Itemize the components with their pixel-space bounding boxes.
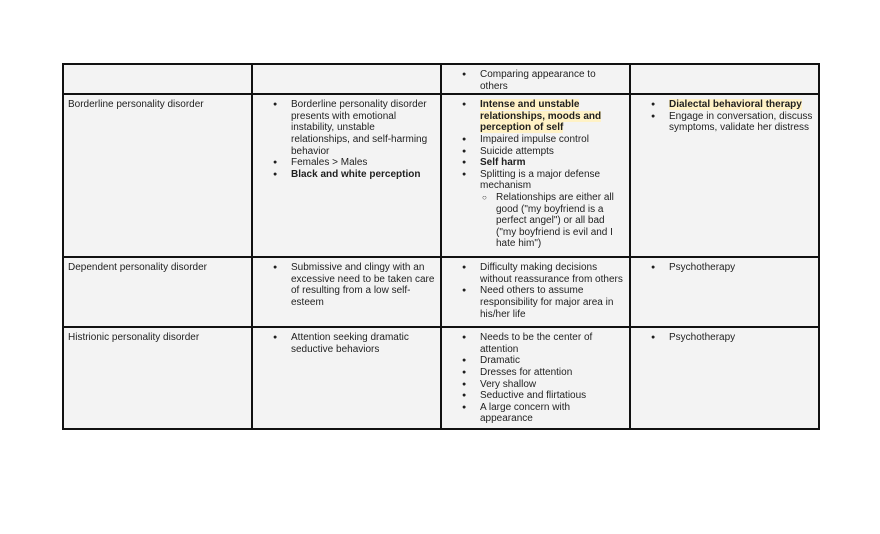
- cell-description: [252, 94, 441, 257]
- list-item: [480, 169, 625, 250]
- list-item: ● Difficulty making decisions without reassurance from others: [480, 262, 625, 285]
- cell-symptoms: [441, 327, 630, 429]
- table-row: [63, 257, 819, 327]
- list-item: ● Borderline personality disorder presents with emotional instability, unstable relationships, and self-harming behavior: [291, 99, 436, 157]
- personality-disorders-table: [62, 63, 820, 430]
- list-item: ● Black and white perception: [291, 169, 436, 181]
- cell-description: [252, 257, 441, 327]
- list-item: ● Dramatic: [480, 355, 625, 367]
- list-item: ● Engage in conversation, discuss symptoms, validate her distress: [669, 111, 814, 134]
- disorder-name: Dependent personality disorder: [63, 257, 252, 327]
- table-row: [63, 64, 819, 94]
- sub-list-item: ○ Relationships are either all good ("my boyfriend is a perfect angel") or all bad ("my boyfriend is evil and I hate him"): [496, 192, 625, 250]
- list-item: ● Dresses for attention: [480, 367, 625, 379]
- cell-empty: [63, 64, 252, 94]
- list-item: ● Seductive and flirtatious: [480, 390, 625, 402]
- list-item: ● Attention seeking dramatic seductive behaviors: [291, 332, 436, 355]
- cell-empty: [630, 64, 819, 94]
- list-item: ● Females > Males: [291, 157, 436, 169]
- list-item: [669, 99, 814, 111]
- list-item: ● Suicide attempts: [480, 146, 625, 158]
- cell-symptoms: [441, 64, 630, 94]
- table-row: [63, 94, 819, 257]
- highlighted-text: Dialectal behavioral therapy: [669, 99, 802, 111]
- list-item: ● Self harm: [480, 157, 625, 169]
- list-item: ● Needs to be the center of attention: [480, 332, 625, 355]
- list-item: ● Comparing appearance to others: [480, 69, 625, 92]
- disorder-name: Borderline personality disorder: [63, 94, 252, 257]
- cell-treatment: [630, 94, 819, 257]
- list-item: ● Need others to assume responsibility for major area in his/her life: [480, 285, 625, 320]
- cell-description: [252, 327, 441, 429]
- list-item-text: Splitting is a major defense mechanism: [480, 168, 601, 192]
- cell-treatment: [630, 327, 819, 429]
- list-item: [480, 99, 625, 134]
- list-item: ● Psychotherapy: [669, 332, 814, 344]
- disorder-name: Histrionic personality disorder: [63, 327, 252, 429]
- list-item: ● Very shallow: [480, 379, 625, 391]
- table-row: [63, 327, 819, 429]
- cell-treatment: [630, 257, 819, 327]
- list-item: ● Impaired impulse control: [480, 134, 625, 146]
- cell-symptoms: [441, 257, 630, 327]
- list-item: ● Psychotherapy: [669, 262, 814, 274]
- cell-empty: [252, 64, 441, 94]
- list-item: ● Submissive and clingy with an excessive need to be taken care of resulting from a low self-esteem: [291, 262, 436, 308]
- cell-symptoms: [441, 94, 630, 257]
- list-item: ● A large concern with appearance: [480, 402, 625, 425]
- highlighted-text: Intense and unstable relationships, moods and perception of self: [480, 99, 602, 134]
